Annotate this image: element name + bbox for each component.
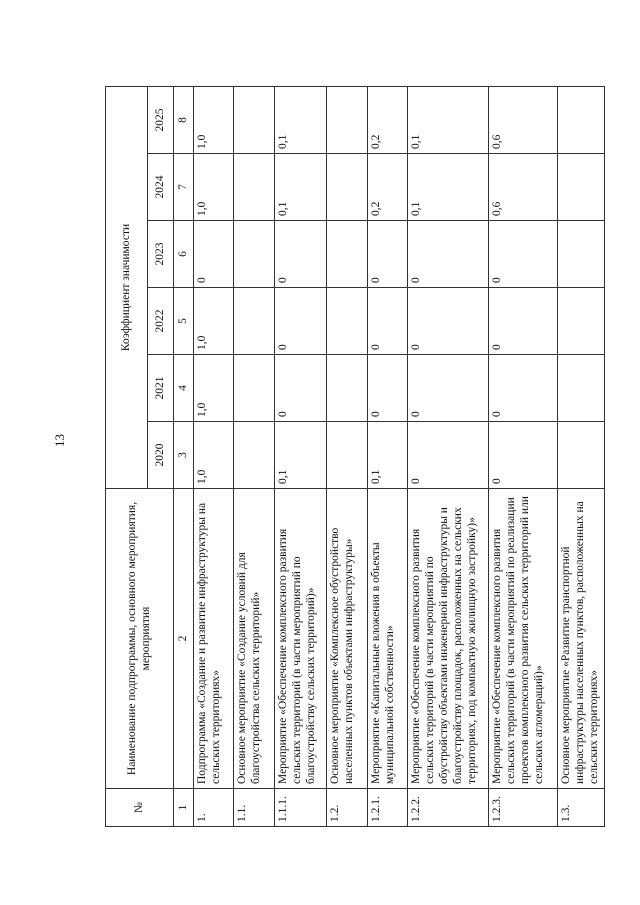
row-value [327, 355, 367, 422]
row-value [234, 154, 274, 221]
row-value: 1,0 [194, 288, 234, 355]
row-value [327, 86, 367, 153]
column-number: 7 [174, 154, 194, 221]
row-value: 0,6 [489, 154, 558, 221]
row-name: Мероприятие «Капитальные вложения в объекты муниципальной собственности» [367, 489, 407, 789]
column-number: 8 [174, 86, 194, 153]
column-number: 2 [174, 489, 194, 789]
row-value: 0,1 [367, 422, 407, 489]
row-number: 1.2.2. [408, 789, 489, 827]
row-value: 1,0 [194, 154, 234, 221]
row-name: Мероприятие «Обеспечение комплексного развития сельских территорий (в части мероприятий по реализации проектов комплексного развития сельских территорий или сельских агломераций)» [489, 489, 558, 789]
column-number: 6 [174, 221, 194, 288]
row-value: 0 [489, 288, 558, 355]
row-value [558, 422, 605, 489]
row-value: 0,1 [274, 154, 327, 221]
table-row [367, 86, 407, 826]
row-number: 1.1. [234, 789, 274, 827]
row-value: 0 [274, 288, 327, 355]
row-value: 1,0 [194, 422, 234, 489]
row-number: 1.2.1. [367, 789, 407, 827]
row-value [558, 154, 605, 221]
row-name: Мероприятие «Обеспечение комплексного развития сельских территорий (в части мероприятий по благоустройству сельских территорий)» [274, 489, 327, 789]
row-value [234, 221, 274, 288]
table-row [489, 86, 558, 826]
row-name: Мероприятие «Обеспечение комплексного развития сельских территорий (в части мероприятий по обустройству объектами инженерной инфраструктуры и благоустройству площадок, расположенных на сельских территориях, под компактную жилищную застройку)» [408, 489, 489, 789]
column-number: 3 [174, 422, 194, 489]
column-number: 1 [174, 789, 194, 827]
row-value: 0 [489, 221, 558, 288]
row-value [558, 355, 605, 422]
row-value [327, 221, 367, 288]
table-row [194, 86, 234, 826]
row-value: 0,1 [408, 154, 489, 221]
column-number: 5 [174, 288, 194, 355]
row-value: 1,0 [194, 86, 234, 153]
row-number: 1. [194, 789, 234, 827]
row-number: 1.2. [327, 789, 367, 827]
row-value [234, 288, 274, 355]
row-name: Основное мероприятие «Создание условий для благоустройства сельских территорий» [234, 489, 274, 789]
page-number: 13 [52, 434, 67, 447]
header-row-1 [106, 86, 148, 826]
row-value [234, 422, 274, 489]
row-value [558, 288, 605, 355]
header-year: 2024 [148, 154, 174, 221]
table-row [327, 86, 367, 826]
row-value: 0 [489, 422, 558, 489]
row-value: 0 [408, 355, 489, 422]
row-value: 0,6 [489, 86, 558, 153]
row-value: 0 [274, 221, 327, 288]
row-value: 0 [367, 221, 407, 288]
row-value: 0,1 [408, 86, 489, 153]
row-name: Основное мероприятие «Развитие транспортной инфраструктуры населенных пунктов, расположенных на сельских территориях» [558, 489, 605, 789]
rotated-table-wrapper [105, 87, 605, 827]
row-value: 0,1 [274, 86, 327, 153]
header-coefficient: Коэффициент значимости [106, 86, 148, 488]
row-name: Основное мероприятие «Комплексное обустройство населенных пунктов объектами инфраструктуры» [327, 489, 367, 789]
row-value: 0,2 [367, 154, 407, 221]
row-value: 0 [408, 288, 489, 355]
row-number: 1.1.1. [274, 789, 327, 827]
header-year: 2022 [148, 288, 174, 355]
row-value [558, 86, 605, 153]
row-value [558, 221, 605, 288]
header-num: № [106, 789, 174, 827]
row-value: 0 [274, 355, 327, 422]
row-value [234, 355, 274, 422]
row-value: 0 [489, 355, 558, 422]
row-value: 0 [367, 288, 407, 355]
table-row [274, 86, 327, 826]
row-value: 0 [194, 221, 234, 288]
table-row [558, 86, 605, 826]
row-name: Подпрограмма «Создание и развитие инфраструктуры на сельских территориях» [194, 489, 234, 789]
table-row [408, 86, 489, 826]
column-number-row [174, 86, 194, 826]
coefficient-table [105, 86, 605, 827]
header-year: 2020 [148, 422, 174, 489]
row-number: 1.3. [558, 789, 605, 827]
row-value [234, 86, 274, 153]
row-value: 0 [367, 355, 407, 422]
row-value: 0 [408, 221, 489, 288]
row-value: 0,2 [367, 86, 407, 153]
header-year: 2021 [148, 355, 174, 422]
row-number: 1.2.3. [489, 789, 558, 827]
row-value [327, 422, 367, 489]
column-number: 4 [174, 355, 194, 422]
header-year: 2025 [148, 86, 174, 153]
header-year: 2023 [148, 221, 174, 288]
row-value: 0,1 [274, 422, 327, 489]
row-value: 1,0 [194, 355, 234, 422]
row-value: 0 [408, 422, 489, 489]
header-name: Наименование подпрограммы, основного мероприятия, мероприятия [106, 489, 174, 789]
row-value [327, 288, 367, 355]
table-row [234, 86, 274, 826]
row-value [327, 154, 367, 221]
